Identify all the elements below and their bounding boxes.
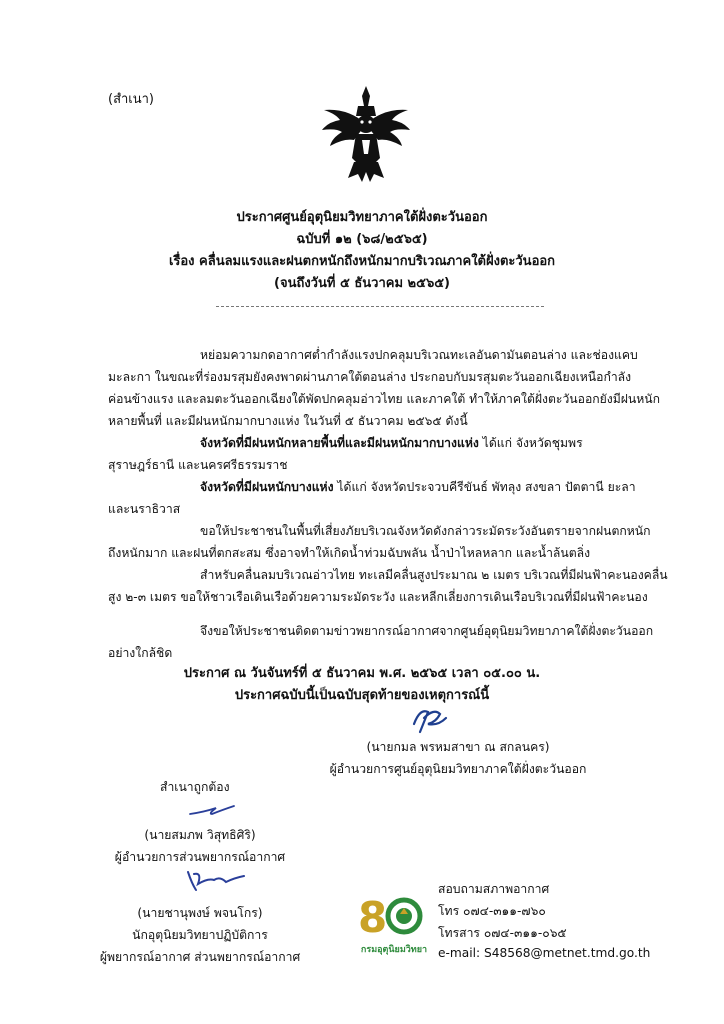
paragraph-heavy-rain-provinces [108, 432, 628, 476]
text-line: มะละกา ในขณะที่ร่องมรสุมยังคงพาดผ่านภาคใต้ตอนล่าง ประกอบกับมรสุมตะวันออกเฉียงเหนือกำลัง [108, 370, 632, 384]
director-name: (นายกมล พรหมสาขา ณ สกลนคร) [366, 740, 550, 754]
text-span: ได้แก่ จังหวัดประจวบคีรีขันธ์ พัทลุง สงขลา ปัตตานี ยะลา [333, 480, 636, 494]
svg-text:8: 8 [358, 893, 388, 942]
certifier-name: (นายสมภพ วิสุทธิศิริ) [144, 828, 256, 842]
text-line: หลายพื้นที่ และมีฝนหนักมากบางแห่ง ในวันที่ ๕ ธันวาคม ๒๕๖๕ ดังนี้ [108, 414, 468, 428]
divider [216, 306, 544, 307]
forecaster-name: (นายชานุพงษ์ พจนโกร) [137, 906, 263, 920]
text-line: สุราษฎร์ธานี และนครศรีธรรมราช [108, 458, 288, 472]
paragraph-waves [108, 564, 668, 608]
forecaster-signature [184, 866, 248, 896]
text-line: อย่างใกล้ชิด [108, 646, 173, 660]
text-line: หย่อมความกดอากาศต่ำกำลังแรงปกคลุมบริเวณทะเลอันดามันตอนล่าง และช่องแคบ [200, 348, 638, 362]
notice-title: ประกาศศูนย์อุตุนิยมวิทยาภาคใต้ฝั่งตะวันออก [236, 210, 488, 225]
certifier-signature [186, 800, 238, 820]
text-line: ค่อนข้างแรง และลมตะวันออกเฉียงใต้พัดปกคลุมอ่าวไทย และภาคใต้ ทำให้ภาคใต้ฝั่งตะวันออกยังมีฝนหนัก [108, 392, 660, 406]
garuda-emblem-icon [318, 84, 414, 184]
certifier-title: ผู้อำนวยการส่วนพยากรณ์อากาศ [114, 850, 286, 864]
forecaster-office: ผู้พยากรณ์อากาศ ส่วนพยากรณ์อากาศ [99, 950, 301, 964]
text-line [108, 432, 628, 454]
certified-label: สำเนาถูกต้อง [160, 780, 230, 794]
contact-heading: สอบถามสภาพอากาศ [438, 882, 550, 896]
text-span: ได้แก่ จังหวัดชุมพร [478, 436, 583, 450]
text-line: ขอให้ประชาชนในพื้นที่เสี่ยงภัยบริเวณจังหวัดดังกล่าวระมัดระวังอันตรายจากฝนตกหนัก [200, 524, 651, 538]
announce-date: ประกาศ ณ วันจันทร์ที่ ๕ ธันวาคม พ.ศ. ๒๕๖๕ เวลา ๐๕.๐๐ น. [183, 666, 541, 681]
contact-email[interactable]: e-mail: S48568@metnet.tmd.go.th [438, 946, 651, 960]
director-signature [410, 704, 452, 736]
paragraph-situation [108, 344, 660, 432]
paragraph-follow-news [108, 620, 654, 664]
bold-heading: จังหวัดที่มีฝนหนักบางแห่ง [200, 480, 334, 494]
contact-phone: โทร ๐๗๔-๓๑๑-๗๖๐ [438, 904, 546, 918]
director-title: ผู้อำนวยการศูนย์อุตุนิยมวิทยาภาคใต้ฝั่งตะวันออก [329, 762, 587, 776]
announce-final: ประกาศฉบับนี้เป็นฉบับสุดท้ายของเหตุการณ์นี้ [234, 688, 490, 703]
paragraph-warning [108, 520, 651, 564]
logo-text: กรมอุตุนิยมวิทยา [360, 945, 428, 955]
bold-heading: จังหวัดที่มีฝนหนักหลายพื้นที่และมีฝนหนักมากบางแห่ง [200, 436, 479, 450]
text-line: ถึงหนักมาก และฝนที่ตกสะสม ซึ่งอาจทำให้เกิดน้ำท่วมฉับพลัน น้ำป่าไหลหลาก และน้ำล้นตลิ่ง [108, 546, 591, 560]
copy-mark: (สำเนา) [108, 92, 155, 107]
text-line: และนราธิวาส [108, 502, 181, 516]
text-line: จึงขอให้ประชาชนติดตามข่าวพยากรณ์อากาศจากศูนย์อุตุนิยมวิทยาภาคใต้ฝั่งตะวันออก [200, 624, 654, 638]
contact-fax: โทรสาร ๐๗๔-๓๑๑-๐๖๕ [438, 926, 567, 940]
notice-date-range: (จนถึงวันที่ ๕ ธันวาคม ๒๕๖๕) [274, 276, 450, 291]
text-line: สูง ๒-๓ เมตร ขอให้ชาวเรือเดินเรือด้วยความระมัดระวัง และหลีกเลี่ยงการเดินเรือบริเวณที่มีฝนฟ้าคะนอง [108, 590, 648, 604]
forecaster-title: นักอุตุนิยมวิทยาปฏิบัติการ [132, 928, 268, 942]
tmd-80th-logo [356, 884, 432, 960]
notice-number: ฉบับที่ ๑๒ (๖๘/๒๕๖๕) [296, 232, 428, 247]
notice-subject: เรื่อง คลื่นลมแรงและฝนตกหนักถึงหนักมากบริเวณภาคใต้ฝั่งตะวันออก [168, 254, 556, 269]
paragraph-rain-provinces [108, 476, 636, 520]
text-line: สำหรับคลื่นลมบริเวณอ่าวไทย ทะเลมีคลื่นสูงประมาณ ๒ เมตร บริเวณที่มีฝนฟ้าคะนองคลื่น [200, 568, 668, 582]
text-line [108, 476, 636, 498]
